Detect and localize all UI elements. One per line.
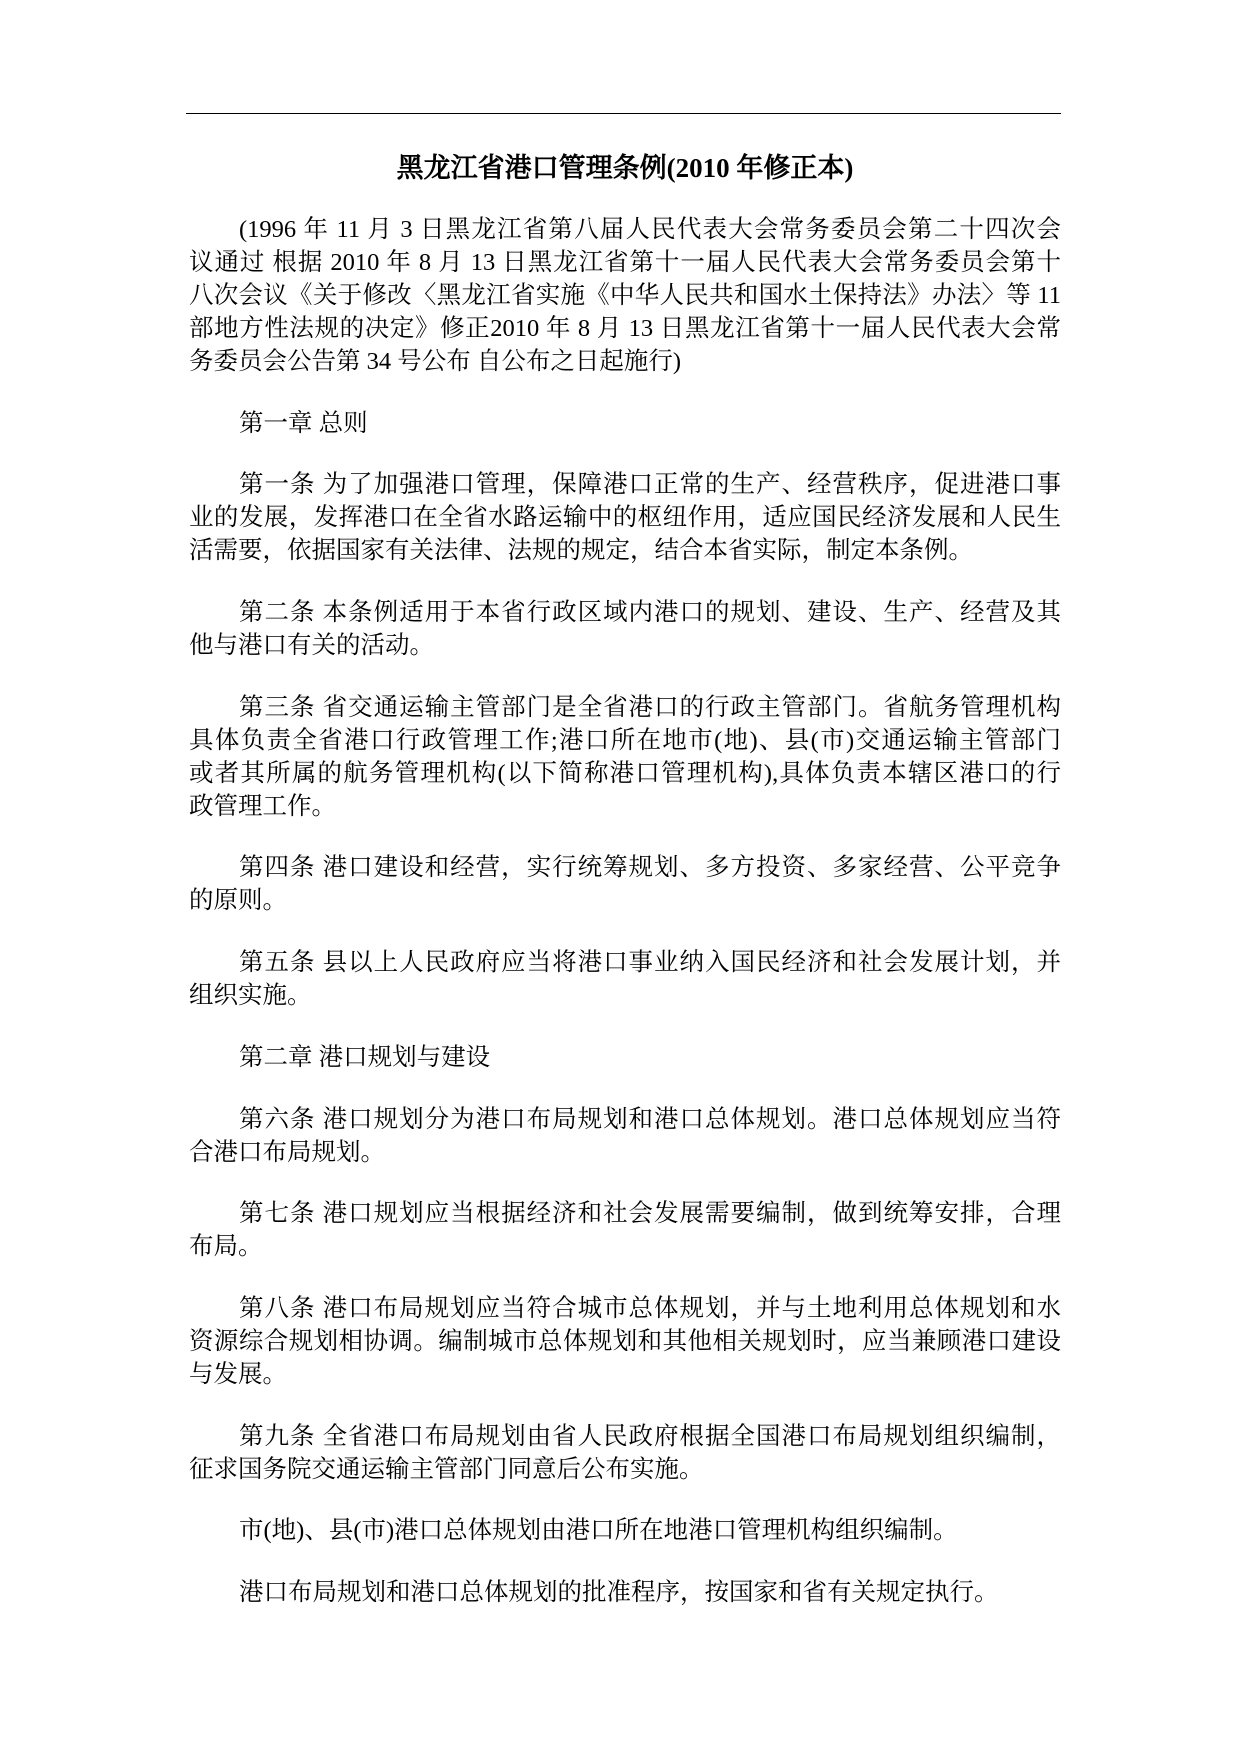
article-3-paragraph: [189, 691, 1061, 823]
text-line: 第六条 港口规划分为港口布局规划和港口总体规划。港口总体规划应当符: [239, 1105, 1061, 1133]
chapter-heading-1: [189, 407, 1061, 440]
text-line: 他与港口有关的活动。: [189, 632, 434, 660]
text-line: 业的发展，发挥港口在全省水路运输中的枢纽作用，适应国民经济发展和人民生: [189, 504, 1061, 532]
text-line: 港口布局规划和港口总体规划的批准程序，按国家和省有关规定执行。: [239, 1578, 999, 1606]
text-line: 部地方性法规的决定》修正2010 年 8 月 13 日黑龙江省第十一届人民代表大会常: [189, 315, 1061, 342]
text-line: 第一章 总则: [239, 409, 368, 437]
article-5-paragraph: [189, 946, 1061, 1012]
text-line: 征求国务院交通运输主管部门同意后公布实施。: [189, 1455, 704, 1483]
text-line: 合港口布局规划。: [189, 1138, 385, 1166]
text-line: 活需要，依据国家有关法律、法规的规定，结合本省实际，制定本条例。: [189, 537, 973, 565]
text-line: 第三条 省交通运输主管部门是全省港口的行政主管部门。省航务管理机构: [239, 693, 1061, 721]
text-line: 第二章 港口规划与建设: [239, 1043, 491, 1071]
text-line: 布局。: [189, 1233, 263, 1261]
document-body: [189, 213, 1061, 1609]
text-line: 与发展。: [189, 1360, 287, 1388]
article-6-paragraph: [189, 1103, 1061, 1169]
text-line: 议通过 根据 2010 年 8 月 13 日黑龙江省第十一届人民代表大会常务委员会第十: [189, 249, 1061, 276]
article-8-paragraph: [189, 1292, 1061, 1391]
text-line: 的原则。: [189, 887, 287, 915]
text-line: 具体负责全省港口行政管理工作;港口所在地市(地)、县(市)交通运输主管部门: [189, 726, 1061, 754]
text-line: 第二条 本条例适用于本省行政区域内港口的规划、建设、生产、经营及其: [239, 599, 1061, 627]
text-line: (1996 年 11 月 3 日黑龙江省第八届人民代表大会常务委员会第二十四次会: [239, 216, 1061, 243]
text-line: 第一条 为了加强港口管理，保障港口正常的生产、经营秩序，促进港口事: [239, 471, 1061, 499]
text-line: 第八条 港口布局规划应当符合城市总体规划，并与土地利用总体规划和水: [239, 1294, 1061, 1322]
text-line: 务委员会公告第 34 号公布 自公布之日起施行): [189, 348, 682, 375]
article-7-paragraph: [189, 1197, 1061, 1263]
chapter-heading-2: [189, 1041, 1061, 1074]
text-line: 八次会议《关于修改〈黑龙江省实施《中华人民共和国水土保持法》办法〉等 11: [189, 282, 1061, 309]
text-line: 政管理工作。: [189, 792, 336, 820]
text-line: 第九条 全省港口布局规划由省人民政府根据全国港口布局规划组织编制，: [239, 1422, 1061, 1450]
article-1-paragraph: [189, 468, 1061, 567]
article-4-paragraph: [189, 851, 1061, 917]
article-9-paragraph: [189, 1420, 1061, 1486]
article-9-clause-2: [189, 1514, 1061, 1547]
text-line: 第四条 港口建设和经营，实行统筹规划、多方投资、多家经营、公平竞争: [239, 854, 1061, 882]
preamble-paragraph: [189, 213, 1061, 378]
text-line: 组织实施。: [189, 982, 312, 1010]
article-2-paragraph: [189, 596, 1061, 662]
header-rule: [186, 113, 1061, 114]
text-line: 资源综合规划相协调。编制城市总体规划和其他相关规划时，应当兼顾港口建设: [189, 1327, 1061, 1355]
article-9-clause-3: [189, 1576, 1061, 1609]
text-line: 第七条 港口规划应当根据经济和社会发展需要编制，做到统筹安排，合理: [239, 1200, 1061, 1228]
text-line: 第五条 县以上人民政府应当将港口事业纳入国民经济和社会发展计划，并: [239, 949, 1061, 977]
text-line: 或者其所属的航务管理机构(以下简称港口管理机构),具体负责本辖区港口的行: [189, 759, 1061, 787]
document-title: 黑龙江省港口管理条例(2010 年修正本): [396, 153, 854, 183]
text-line: 市(地)、县(市)港口总体规划由港口所在地港口管理机构组织编制。: [239, 1517, 958, 1545]
